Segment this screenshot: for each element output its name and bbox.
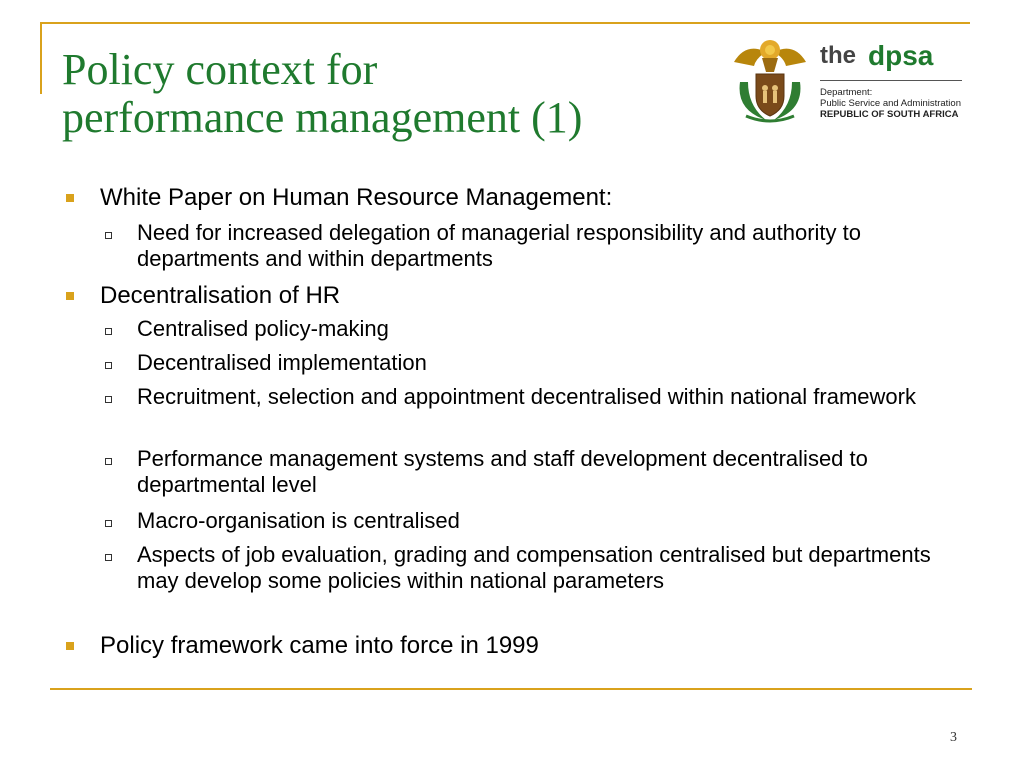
bullet-policy-framework: Policy framework came into force in 1999: [100, 632, 539, 659]
sub-bullet-recruitment: Recruitment, selection and appointment decentralised within national framework: [137, 384, 916, 409]
bullet-square-icon: [66, 642, 74, 650]
slide-title-line-2: performance management (1): [62, 93, 583, 142]
bullet-decentralisation: Decentralisation of HR: [100, 282, 341, 309]
logo-department-name: Public Service and Administration: [820, 98, 961, 109]
sub-bullet-delegation: Need for increased delegation of managerial responsibility and authority to departments and within departments: [137, 220, 861, 271]
logo-department-label: Department:: [820, 87, 873, 98]
bullet-square-icon: [66, 292, 74, 300]
sub-bullet-performance-management: Performance management systems and staff development decentralised to departmental level: [137, 446, 868, 497]
sub-bullet-box-icon: [105, 554, 112, 561]
frame-bottom-line: [50, 688, 972, 690]
sub-bullet-decentralised-implementation: Decentralised implementation: [137, 350, 427, 375]
logo-the-text: the: [820, 42, 856, 69]
sub-bullet-box-icon: [105, 396, 112, 403]
bullet-white-paper: White Paper on Human Resource Management:: [100, 184, 613, 211]
slide-title-line-1: Policy context for: [62, 45, 378, 94]
sub-bullet-box-icon: [105, 328, 112, 335]
sub-bullet-box-icon: [105, 232, 112, 239]
sub-bullet-box-icon: [105, 520, 112, 527]
sub-bullet-macro-organisation: Macro-organisation is centralised: [137, 508, 460, 533]
logo-country: REPUBLIC OF SOUTH AFRICA: [820, 109, 959, 120]
logo-dpsa-text: dpsa: [868, 40, 934, 71]
sub-bullet-box-icon: [105, 458, 112, 465]
bullet-square-icon: [66, 194, 74, 202]
page-number: 3: [950, 730, 957, 745]
sub-bullet-centralised-policy: Centralised policy-making: [137, 316, 389, 341]
sub-bullet-job-evaluation: Aspects of job evaluation, grading and compensation centralised but departments may develop some policies within national parameters: [137, 542, 931, 593]
sub-bullet-box-icon: [105, 362, 112, 369]
